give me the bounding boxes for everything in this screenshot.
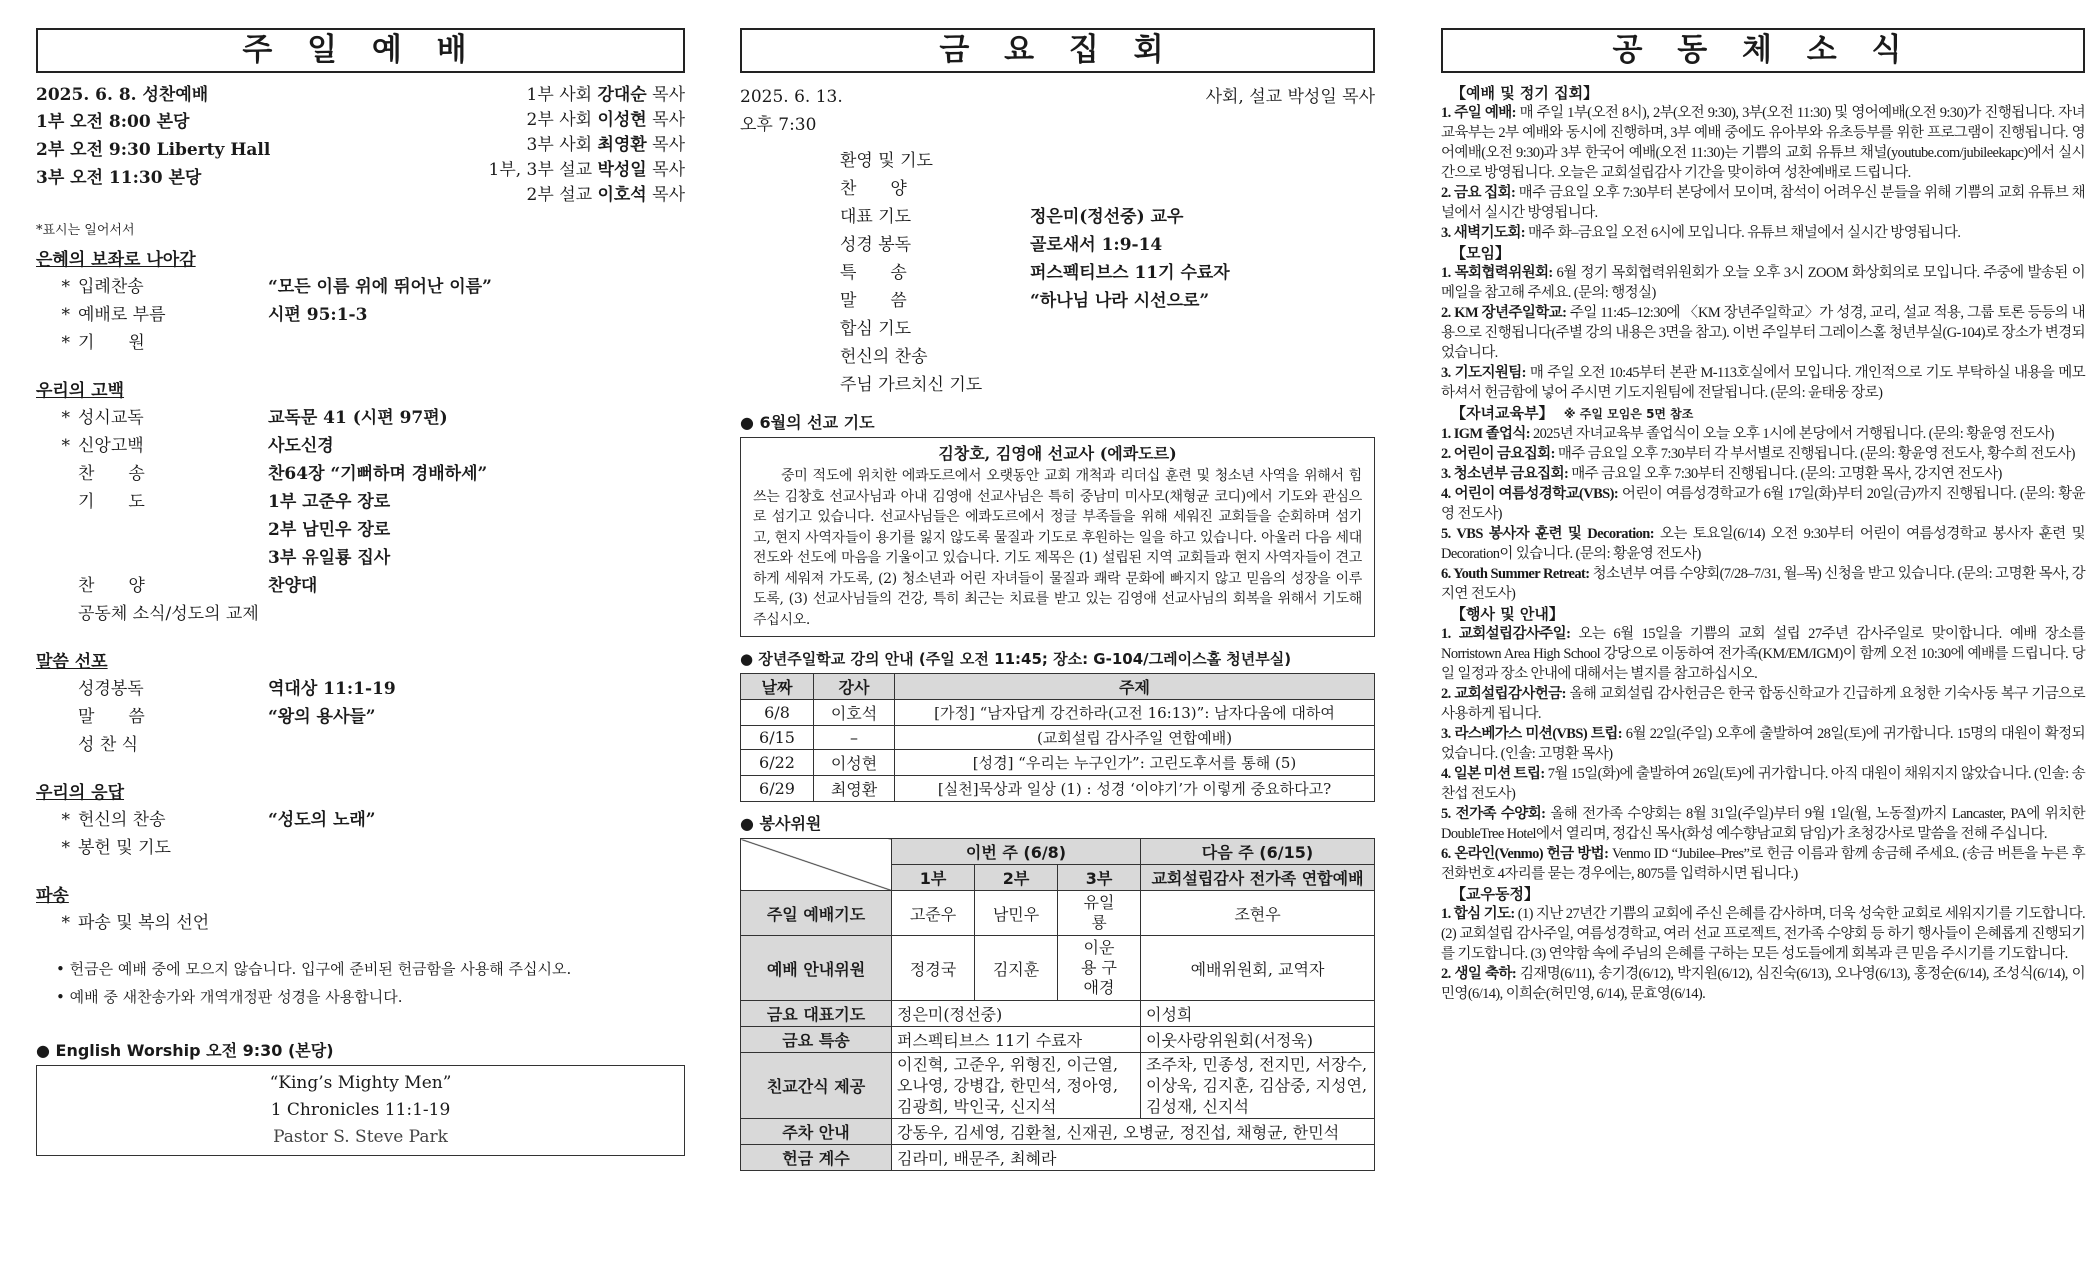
order-item (36, 516, 685, 544)
order-item-value: 역대상 11:1-19 (268, 679, 396, 699)
english-worship-box (36, 1065, 685, 1156)
news-heading-4: 【행사 및 안내】 (1451, 605, 1564, 623)
cell: 이호석 (814, 700, 895, 726)
mission-title: 김창호, 김영애 선교사 (에콰도르) (938, 444, 1177, 463)
part-2-header: 2부 (975, 865, 1058, 891)
friday-item-name: 환영 및 기도 (840, 151, 933, 171)
section-heading: 은혜의 보좌로 나아감 (36, 250, 196, 270)
order-item (36, 703, 685, 731)
cell: 6/8 (741, 700, 814, 726)
order-item-name: 예배로 부름 (78, 305, 166, 325)
order-item-name: 공동체 소식/성도의 교제 (78, 604, 259, 624)
lecture-col-topic: 주제 (895, 674, 1375, 700)
friday-order-item (740, 231, 1375, 259)
order-item-name: 입례찬송 (78, 277, 144, 297)
cell: 정은미(정선중) (892, 1001, 1141, 1027)
community-news-column (1441, 28, 2085, 1004)
cell: 최영환 (814, 776, 895, 802)
news-item (1441, 624, 2085, 684)
leader-row: 1부 사회 강대순 목사 (526, 85, 685, 105)
news-item-label: 1. 교회설립감사주일: (1441, 626, 1571, 642)
lecture-heading: ● 장년주일학교 강의 안내 (주일 오전 11:45; 장소: G-104/그레이스홀 청년부실) (740, 650, 1292, 668)
news-item-label: 1. 주일 예배: (1441, 105, 1516, 121)
news-item-text: 오는 토요일(6/14) 오전 9:30부터 어린이 여름성경학교 봉사자 훈련 및 Decoration이 있습니다. (문의: 황윤영 전도사) (1441, 526, 2085, 562)
cell: 김지훈 (975, 936, 1058, 1001)
friday-order-list (740, 147, 1375, 399)
cell: 고준우 (892, 891, 975, 936)
order-item-name: 성경봉독 (78, 679, 144, 699)
news-item (1441, 564, 2085, 604)
order-list-1 (36, 273, 685, 357)
order-item-value: 2부 남민우 장로 (268, 520, 391, 540)
order-list-2 (36, 404, 685, 628)
row-label: 헌금 계수 (741, 1145, 892, 1171)
cell: 퍼스펙티브스 11기 수료자 (892, 1027, 1141, 1053)
order-item (36, 488, 685, 516)
section-heading: 파송 (36, 886, 69, 906)
news-item-text: 올해 전가족 수양회는 8월 31일(주일)부터 9월 1일(월, 노동절)까지 Lancaster, PA에 위치한 DoubleTree Hotel에서 열리며, 정갑신 목사(화성 예수향남교회 담임)가 초청강사로 말씀을 전해 주십니다. (1441, 806, 2085, 842)
news-item-label: 6. 온라인(Venmo) 헌금 방법: (1441, 846, 1609, 862)
news-item-label: 3. 기도지원팀: (1441, 365, 1526, 381)
friday-item-name: 찬 양 (840, 179, 907, 199)
order-item-value (268, 329, 685, 357)
news-item-text: (1) 지난 27년간 기쁨의 교회에 주신 은혜를 감사하며, 더욱 성숙한 교회로 세워지기를 기도합니다. (2) 교회설립 감사주일, 여름성경학교, 여러 선교 프로젝트, 전가족 수양회 등 하기 행사들이 은혜롭게 진행되기를 기도합니다. (3) 연약함 속에 주님의 은혜를 구하는 모든 성도들에게 회복과 큰 믿음 주시기를 기도합니다. (1441, 906, 2085, 962)
order-item-value: 찬64장 “기뻐하며 경배하세” (268, 464, 488, 484)
order-item-name: 성시교독 (78, 408, 144, 428)
lecture-col-speaker: 강사 (814, 674, 895, 700)
friday-order-item (740, 175, 1375, 203)
standing-note: *표시는 일어서서 (36, 223, 135, 238)
cell: 이운용 구애경 (1058, 936, 1141, 1001)
order-item-name: 기 원 (78, 333, 145, 353)
order-item-name: 헌신의 찬송 (78, 810, 166, 830)
news-item-text: 매주 금요일 오후 7:30부터 진행됩니다. (문의: 고명환 목사, 강지연 전도사) (1568, 466, 2002, 482)
table-row (741, 1027, 1375, 1053)
volunteer-corner-cell (741, 839, 892, 891)
cell: 예배위원회, 교역자 (1141, 936, 1375, 1001)
table-row (741, 776, 1375, 802)
row-label: 금요 대표기도 (741, 1001, 892, 1027)
standing-mark: * (61, 913, 70, 933)
news-item-text: 매주 화–금요일 오전 6시에 모입니다. 유튜브 채널에서 실시간 방영됩니다. (1524, 225, 1961, 241)
news-item (1441, 764, 2085, 804)
mission-text: 중미 적도에 위치한 에콰도르에서 오랫동안 교회 개척과 리더십 훈련 및 청소년 사역을 위해서 힘쓰는 김창호 선교사님과 아내 김영애 선교사님은 특히 중남미 미사모(채형균 코디)에서 기도와 관심으로 섬기고 있습니다. 선교사님들은 에콰도르에서 정글 부족들을 위해 세워진 교회들을 순회하며 섬기고, 현지 사역자들이 용기를 잃지 않도록 물질과 기도로 후원하는 일을 하고 있습니다. 아울러 다음 세대 전도와 선도에 마음을 기울이고 있습니다. 기도 제목은 (1) 설립된 지역 교회들과 현지 사역자들이 견고하게 세워져 가도록, (2) 청소년과 어린 자녀들이 물질과 쾌락 문화에 빠지지 않고 믿음의 성장을 이루도록, (3) 선교사님들의 건강, 특히 최근는 치료를 받고 있는 김영애 선교사님의 회복을 위해서 기도해 주십시오. (753, 468, 1362, 628)
cell: 강동우, 김세영, 김환철, 신재권, 오병균, 정진섭, 채형균, 한민석 (892, 1119, 1375, 1145)
order-item-name (78, 516, 268, 544)
friday-order-item (740, 203, 1375, 231)
news-item-text: 6월 정기 목회협력위원회가 오늘 오후 3시 ZOOM 화상회의로 모입니다. 주중에 발송된 이메일을 참고해 주세요. (문의: 행정실) (1441, 265, 2085, 301)
order-item-value: 사도신경 (268, 436, 334, 456)
news-item (1441, 223, 2085, 243)
table-row (741, 1119, 1375, 1145)
standing-mark (36, 516, 78, 544)
volunteer-table (740, 838, 1375, 1171)
standing-mark: * (61, 810, 70, 830)
friday-meeting-title: 금 요 집 회 (740, 28, 1375, 73)
standing-mark (36, 703, 78, 731)
standing-mark: * (61, 277, 70, 297)
standing-mark: * (61, 838, 70, 858)
mission-box (740, 437, 1375, 637)
order-item-value: “왕의 용사들” (268, 707, 376, 727)
order-list-5 (36, 909, 685, 937)
ew-preacher: Pastor S. Steve Park (273, 1127, 448, 1147)
news-item-label: 2. 교회설립감사헌금: (1441, 686, 1566, 702)
friday-order-item (740, 259, 1375, 287)
order-item-name: 봉헌 및 기도 (78, 838, 171, 858)
mission-heading: ● 6월의 선교 기도 (740, 413, 875, 432)
table-row (741, 1145, 1375, 1171)
cell: 남민우 (975, 891, 1058, 936)
section-heading: 우리의 응답 (36, 783, 125, 803)
news-item (1441, 183, 2085, 223)
leader-row: 2부 사회 이성현 목사 (526, 110, 685, 130)
order-list-3 (36, 675, 685, 759)
news-list-1 (1441, 103, 2085, 243)
order-item-name (78, 544, 268, 572)
part-1-header: 1부 (892, 865, 975, 891)
friday-order-item (740, 315, 1375, 343)
friday-leader: 사회, 설교 박성일 목사 (1205, 87, 1375, 107)
table-row (741, 726, 1375, 750)
news-item-label: 5. VBS 봉사자 훈련 및 Decoration: (1441, 526, 1654, 542)
news-list-3 (1441, 424, 2085, 604)
standing-mark (36, 675, 78, 703)
news-heading-3: 【자녀교육부】 ※ 주일 모임은 5면 참조 (1451, 404, 1694, 422)
news-item-label: 3. 새벽기도회: (1441, 225, 1525, 241)
table-row (741, 891, 1375, 936)
news-list-4 (1441, 624, 2085, 884)
order-item-value: 시편 95:1-3 (268, 305, 368, 325)
order-item (36, 460, 685, 488)
order-item-name: 파송 및 복의 선언 (78, 913, 210, 933)
order-item-value (268, 731, 685, 759)
cell: 이성희 (1141, 1001, 1375, 1027)
standing-mark (36, 544, 78, 572)
note-item: • 예배 중 새찬송가와 개역개정판 성경을 사용합니다. (56, 988, 403, 1006)
community-news-title: 공 동 체 소 식 (1441, 28, 2085, 73)
order-item (36, 600, 685, 628)
news-item (1441, 363, 2085, 403)
ew-scripture: 1 Chronicles 11:1-19 (270, 1100, 451, 1120)
table-row (741, 1053, 1375, 1119)
friday-item-value: 퍼스펙티브스 11기 수료자 (1030, 263, 1230, 283)
order-item-name: 기 도 (78, 492, 145, 512)
friday-item-value: 골로새서 1:9-14 (1030, 235, 1163, 255)
cell: 이웃사랑위원회(서정욱) (1141, 1027, 1375, 1053)
news-item (1441, 484, 2085, 524)
friday-order-item (740, 343, 1375, 371)
service-time-2: 2부 오전 9:30 Liberty Hall (36, 140, 271, 160)
order-item (36, 909, 685, 937)
table-row (741, 936, 1375, 1001)
order-item-value: 찬양대 (268, 576, 318, 596)
news-item-label: 5. 전가족 수양회: (1441, 806, 1546, 822)
news-item-text: 청소년부 여름 수양회(7/28–7/31, 월–목) 신청을 받고 있습니다. (문의: 고명환 목사, 강지연 전도사) (1441, 566, 2085, 602)
row-label: 주차 안내 (741, 1119, 892, 1145)
news-item (1441, 724, 2085, 764)
lecture-col-date: 날짜 (741, 674, 814, 700)
cell: 조현우 (1141, 891, 1375, 936)
standing-mark (36, 460, 78, 488)
friday-item-name: 말 씀 (840, 291, 907, 311)
friday-item-name: 특 송 (840, 263, 907, 283)
friday-item-name: 헌신의 찬송 (840, 347, 928, 367)
cell: 6/29 (741, 776, 814, 802)
friday-order-item (740, 371, 1375, 399)
news-item-text: 6월 22일(주일) 오후에 출발하여 28일(토)에 귀가합니다. 15명의 대원이 확정되었습니다. (인솔: 고명환 목사) (1441, 726, 2085, 762)
cell: [실천]묵상과 일상 (1) : 성경 ‘이야기’가 이렇게 중요하다고? (895, 776, 1375, 802)
news-item-text: 매 주일 1부(오전 8시), 2부(오전 9:30), 3부(오전 11:30) 및 영어예배(오전 9:30)가 진행됩니다. 자녀교육부는 2부 예배와 동시에 진행하며, 3부 예배 중에도 유아부와 유초등부를 위한 프로그램이 진행됩니다. 영어예배(오전 9:30)과 3부 한국어 예배(오전 11:30)는 기쁨의 교회 유튜브 채널(youtube.com/jubileekapc)에서 실시간으로 방영됩니다. 오늘은 교회설립감사 기간을 맞이하여 성찬예배로 드립니다. (1441, 105, 2085, 181)
news-item-label: 1. 목회협력위원회: (1441, 265, 1553, 281)
news-item (1441, 103, 2085, 183)
friday-meeting-column (740, 28, 1375, 1171)
news-item-text: 어린이 여름성경학교가 6월 17일(화)부터 20일(금)까지 진행됩니다. (문의: 황윤영 전도사) (1441, 486, 2085, 522)
cell: 6/22 (741, 750, 814, 776)
volunteer-heading: ● 봉사위원 (740, 814, 822, 833)
news-item (1441, 524, 2085, 564)
row-label: 금요 특송 (741, 1027, 892, 1053)
cell: 유일룡 (1058, 891, 1141, 936)
english-worship-heading: ● English Worship 오전 9:30 (본당) (36, 1041, 334, 1060)
news-item-text: 김재명(6/11), 송기경(6/12), 박지원(6/12), 심진숙(6/13), 오나영(6/13), 홍정순(6/14), 조성식(6/14), 이민영(6/14), 이희순(허민영, 6/14), 문효영(6/14). (1441, 966, 2085, 1002)
news-item-label: 1. 합심 기도: (1441, 906, 1515, 922)
row-label: 주일 예배기도 (741, 891, 892, 936)
cell: (교회설립 감사주일 연합예배) (895, 726, 1375, 750)
order-item-value: 3부 유일룡 집사 (268, 548, 391, 568)
news-item (1441, 964, 2085, 1004)
standing-mark (36, 600, 78, 628)
friday-item-name: 합심 기도 (840, 319, 912, 339)
friday-date: 2025. 6. 13. (740, 87, 843, 107)
leader-row: 3부 사회 최영환 목사 (526, 135, 685, 155)
news-item-label: 4. 어린이 여름성경학교(VBS): (1441, 486, 1619, 502)
order-item (36, 572, 685, 600)
table-row (741, 1001, 1375, 1027)
table-row (741, 700, 1375, 726)
news-heading-5: 【교우동정】 (1451, 885, 1539, 903)
order-item (36, 404, 685, 432)
friday-item-value: “하나님 나라 시선으로” (1030, 291, 1210, 311)
order-item-value: “성도의 노래” (268, 810, 376, 830)
news-item-text: Venmo ID “Jubilee–Pres”로 헌금 이름과 함께 송금해 주세요. (송금 버튼을 누른 후 전화번호 4자리를 묻는 경우에는, 8075를 입력하시면 됩니다.) (1441, 846, 2085, 882)
order-item-name: 성 찬 식 (78, 735, 139, 755)
cell: [성경] “우리는 누구인가”: 고린도후서를 통해 (5) (895, 750, 1375, 776)
order-item-name: 찬 송 (78, 464, 145, 484)
ew-sermon-title: “King’s Mighty Men” (269, 1073, 452, 1093)
section-heading: 우리의 고백 (36, 381, 125, 401)
order-item (36, 301, 685, 329)
note-item: • 헌금은 예배 중에 모으지 않습니다. 입구에 준비된 헌금함을 사용해 주십시오. (56, 960, 572, 978)
standing-mark (36, 731, 78, 759)
cell: 이진혁, 고준우, 위형진, 이근열, 오나영, 강병갑, 한민석, 정아영, 김광희, 박인국, 신지석 (892, 1053, 1141, 1119)
news-item (1441, 263, 2085, 303)
news-item-label: 2. KM 장년주일학교: (1441, 305, 1567, 321)
standing-mark: * (61, 408, 70, 428)
news-item (1441, 904, 2085, 964)
news-item-text: 매주 금요일 오후 7:30부터 각 부서별로 진행됩니다. (문의: 황윤영 전도사, 황수희 전도사) (1554, 446, 2075, 462)
order-item (36, 731, 685, 759)
order-item (36, 329, 685, 357)
news-item-label: 3. 라스베가스 미션(VBS) 트립: (1441, 726, 1622, 742)
order-item-value: 교독문 41 (시편 97편) (268, 408, 448, 428)
this-week-header: 이번 주 (6/8) (892, 839, 1141, 865)
news-item (1441, 424, 2085, 444)
news-item-text: 7월 15일(화)에 출발하여 26일(토)에 귀가합니다. 아직 대원이 채워지지 않았습니다. (인솔: 송찬섭 전도사) (1441, 766, 2086, 802)
row-label: 예배 안내위원 (741, 936, 892, 1001)
cell: – (814, 726, 895, 750)
friday-order-item (740, 287, 1375, 315)
order-item (36, 834, 685, 862)
standing-mark: * (61, 305, 70, 325)
sunday-date: 2025. 6. 8. 성찬예배 (36, 85, 209, 105)
standing-mark: * (61, 436, 70, 456)
friday-item-name: 대표 기도 (840, 207, 912, 227)
news-item (1441, 684, 2085, 724)
friday-item-name: 성경 봉독 (840, 235, 912, 255)
order-item-value (268, 600, 685, 628)
order-item (36, 675, 685, 703)
friday-order-item (740, 147, 1375, 175)
standing-mark (36, 572, 78, 600)
news-list-2 (1441, 263, 2085, 403)
cell: [가정] “남자답게 강건하라(고전 16:13)”: 남자다움에 대하여 (895, 700, 1375, 726)
row-label: 친교간식 제공 (741, 1053, 892, 1119)
cell: 정경국 (892, 936, 975, 1001)
service-time-3: 3부 오전 11:30 본당 (36, 168, 202, 188)
news-item-label: 6. Youth Summer Retreat: (1441, 566, 1590, 582)
news-item (1441, 444, 2085, 464)
section-heading: 말씀 선포 (36, 652, 108, 672)
order-item (36, 432, 685, 460)
news-item (1441, 804, 2085, 844)
order-item-value: 1부 고준우 장로 (268, 492, 391, 512)
order-item (36, 544, 685, 572)
part-3-header: 3부 (1058, 865, 1141, 891)
standing-mark (36, 488, 78, 516)
order-item-value (268, 909, 685, 937)
table-row (741, 750, 1375, 776)
news-item (1441, 464, 2085, 484)
news-heading-1: 【예배 및 정기 집회】 (1451, 84, 1599, 102)
friday-item-value: 정은미(정선중) 교우 (1030, 207, 1184, 227)
news-item-label: 2. 금요 집회: (1441, 185, 1516, 201)
cell: 이성현 (814, 750, 895, 776)
order-item-value (268, 834, 685, 862)
sunday-worship-column (36, 28, 685, 1156)
lecture-table (740, 673, 1375, 802)
next-week-header: 다음 주 (6/15) (1141, 839, 1375, 865)
service-time-1: 1부 오전 8:00 본당 (36, 112, 190, 132)
news-item (1441, 303, 2085, 363)
news-item-label: 3. 청소년부 금요집회: (1441, 466, 1569, 482)
news-item (1441, 844, 2085, 884)
order-item-name: 찬 양 (78, 576, 145, 596)
leader-row: 2부 설교 이호석 목사 (526, 185, 685, 205)
order-item-value: “모든 이름 위에 뛰어난 이름” (268, 277, 492, 297)
friday-item-name: 주님 가르치신 기도 (840, 375, 983, 395)
news-item-label: 1. IGM 졸업식: (1441, 426, 1530, 442)
leader-row: 1부, 3부 설교 박성일 목사 (488, 160, 685, 180)
news-item-text: 매주 금요일 오후 7:30부터 본당에서 모이며, 참석이 어려우신 분들을 위해 기쁨의 교회 유튜브 채널에서 실시간 방영됩니다. (1441, 185, 2085, 221)
friday-time: 오후 7:30 (740, 115, 817, 135)
standing-mark: * (61, 333, 70, 353)
news-heading-2: 【모임】 (1451, 244, 1510, 262)
news-item-text: 매 주일 오전 10:45부터 본관 M-113호실에서 모입니다. 개인적으로 기도 부탁하실 내용을 메모하셔서 헌금함에 넣어 주시면 기도지원팀에 전달됩니다. (문의: 윤태웅 장로) (1441, 365, 2086, 401)
order-item (36, 806, 685, 834)
news-item-text: 올해 교회설립 감사헌금은 한국 합동신학교가 긴급하게 요청한 기숙사동 복구 기금으로 사용하게 됩니다. (1441, 686, 2085, 722)
news-item-label: 2. 생일 축하: (1441, 966, 1517, 982)
order-item-name: 말 씀 (78, 707, 145, 727)
order-item-name: 신앙고백 (78, 436, 144, 456)
news-item-label: 2. 어린이 금요집회: (1441, 446, 1555, 462)
cell: 조주차, 민종성, 전지민, 서장수, 이상욱, 김지훈, 김삼중, 지성연, 김성재, 신지석 (1141, 1053, 1375, 1119)
sunday-worship-title: 주 일 예 배 (36, 28, 685, 73)
cell: 김라미, 배문주, 최혜라 (892, 1145, 1375, 1171)
cell: 6/15 (741, 726, 814, 750)
news-list-5 (1441, 904, 2085, 1004)
joint-service-header: 교회설립감사 전가족 연합예배 (1141, 865, 1375, 891)
news-item-text: 2025년 자녀교육부 졸업식이 오늘 오후 1시에 본당에서 거행됩니다. (문의: 황윤영 전도사) (1529, 426, 2054, 442)
news-item-text: 오는 6월 15일을 기쁨의 교회 설립 27주년 감사주일로 맞이합니다. 예배 장소를 Norristown Area High School 강당으로 이동하여 전가족(KM/EM/IGM)이 함께 오전 10:30에 예배를 드립니다. 당일 일정과 장소 안내에 대해서는 별지를 참고하십시오. (1441, 626, 2085, 682)
news-item-label: 4. 일본 미션 트립: (1441, 766, 1545, 782)
order-list-4 (36, 806, 685, 862)
order-item (36, 273, 685, 301)
news-item-text: 주일 11:45–12:30에 〈KM 장년주일학교〉가 성경, 교리, 설교 적용, 그룹 토론 등등의 내용으로 진행됩니다(주별 강의 내용은 3면을 참고). 이번 주일부터 그레이스홀 청년부실(G-104)로 장소가 변경되었습니다. (1441, 305, 2085, 361)
